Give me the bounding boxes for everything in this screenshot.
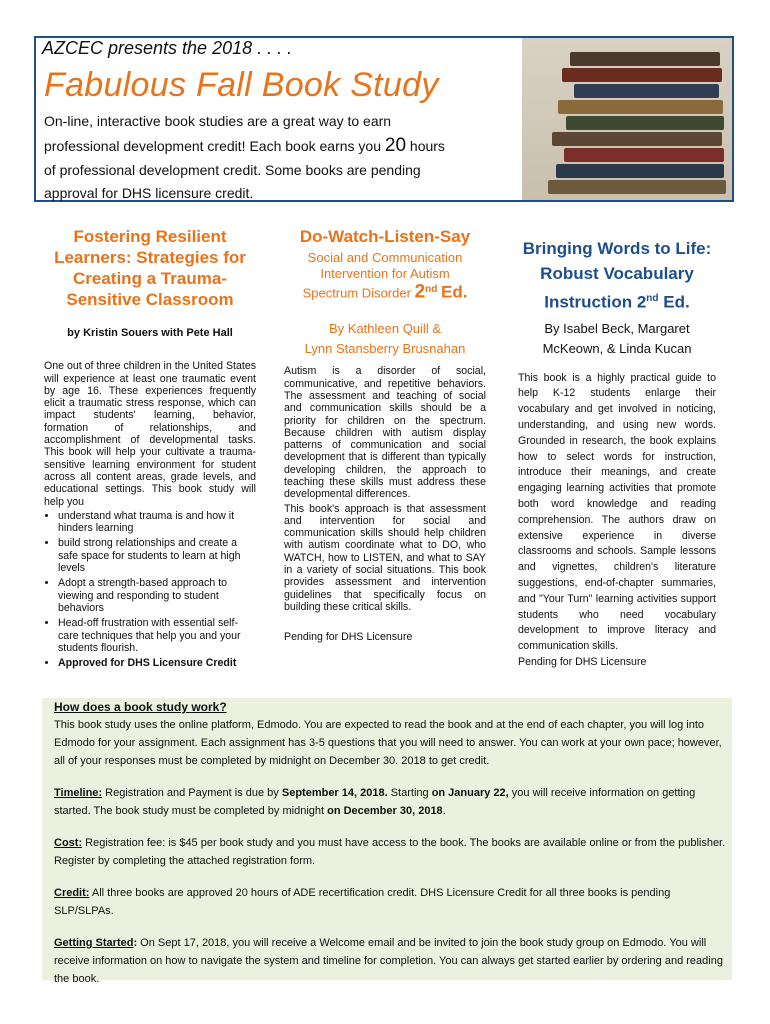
book1-description: One out of three children in the United States will experience at least one traumatic event by age 16. These experiences frequently elicit a traumatic stress response, which can impact students' learning, behavior, formation of relationships, and accomplishment of developmental tasks. This book will help your cultivate a trauma-sensitive learning environment for student across all content areas, grade levels, and educational settings. This book study will help you	[44, 360, 257, 508]
book1-bullet: • Head-off frustration with essential self-care techniques that help you and your students flourish.	[58, 617, 256, 654]
book1-title: Fostering Resilient Learners: Strategies for Creating a Trauma- Sensitive Classroom	[54, 227, 246, 309]
credit-paragraph: Credit: All three books are approved 20 hours of ADE recertification credit. DHS Licensure Credit for all three books is pending SLP/SLPAs.	[54, 887, 671, 917]
book1-approved: • Approved for DHS Licensure Credit	[58, 657, 256, 669]
cost-paragraph: Cost: Registration fee: is $45 per book study and you must have access to the book. The books are available online or from the publisher. Register by completing the attached registration form.	[54, 837, 726, 867]
book2-description-1: Autism is a disorder of social, communicative, and repetitive behaviors. The assessment and teaching of social and communication skills should be a priority for children on the spectrum. Because children with autism display patterns of communication and social development that is different than typically developing children, the approach to teaching these skills must address these developmental differences.	[284, 365, 486, 501]
info-panel	[42, 698, 732, 985]
book3-description: This book is a highly practical guide to help K-12 students enlarge their vocabulary and get involved in noticing, understanding, and using new words. Grounded in research, the book explains how to select words for instruction, introduce their meanings, and create engaging learning activities that promote both word knowledge and reading comprehension. The authors draw on extensive experience in diverse classrooms and schools. Sample lessons and vignettes, children's literature suggestions, end-of-chapter summaries, and "Your Turn" learning activities support students who need vocabulary development to improve literacy and communication skills.	[518, 371, 716, 653]
intro-line-1: On-line, interactive book studies are a great way to earn	[44, 113, 392, 129]
intro-line-3: of professional development credit. Some books are pending	[44, 162, 421, 178]
credit-label: Credit:	[54, 887, 90, 899]
book1-bullet: • build strong relationships and create a safe space for students to learn at high levels	[58, 537, 256, 574]
book-column-3	[518, 236, 716, 671]
book1-bullet: • Adopt a strength-based approach to viewing and responding to student behaviors	[58, 577, 256, 614]
book1-authors: by Kristin Souers with Pete Hall	[67, 327, 233, 339]
intro-line-2	[44, 133, 514, 159]
book2-title: Do-Watch-Listen-Say	[299, 227, 471, 246]
book1-bullet-list	[44, 510, 256, 670]
timeline-paragraph: Timeline: Registration and Payment is due by September 14, 2018. Starting on January 22, you will receive information on getting started. The book study must be completed by midnight on December 30, 2018.	[54, 787, 696, 817]
book3-authors: By Isabel Beck, Margaret McKeown, & Linda Kucan	[542, 320, 692, 356]
how-text: This book study uses the online platform, Edmodo. You are expected to read the book and at the end of each chapter, you will log into Edmodo for your assignment. Each assignment has 3-5 questions that you will need to answer. You can work at your own pace; however, all of your responses must be completed by midnight on December 30. 2018 to get credit.	[54, 719, 722, 767]
getting-started-paragraph: Getting Started: On Sept 17, 2018, you will receive a Welcome email and be invited to join the book study group on Edmodo. You will receive information on how to navigate the system and timeline for completion. You can always get started earlier by ordering and reading the book.	[54, 937, 723, 985]
page-title: Fabulous Fall Book Study	[44, 66, 439, 104]
intro-hours: 20	[384, 135, 407, 156]
timeline-label: Timeline:	[54, 787, 103, 799]
book2-subtitle: Social and Communication Intervention for Autism Spectrum Disorder 2nd Ed.	[302, 250, 468, 303]
how-heading: How does a book study work?	[54, 700, 227, 714]
book3-title: Bringing Words to Life: Robust Vocabulary Instruction 2nd Ed.	[522, 239, 712, 312]
intro-line-2a: professional development credit! Each book earns you	[44, 138, 385, 154]
book2-description-2: This book's approach is that assessment and intervention for social and communication skills should help children with autism coordinate what to DO, who WATCH, how to LISTEN, and what to SAY in a variety of social situations. This book provides assessment and intervention guidelines that specifically focus on building these critical skills.	[284, 502, 486, 613]
intro-line-4: approval for DHS licensure credit.	[44, 185, 254, 201]
book3-pending: Pending for DHS Licensure	[518, 656, 647, 668]
book2-pending: Pending for DHS Licensure	[284, 631, 413, 644]
intro-line-2b: hours	[406, 138, 445, 154]
intro-text	[44, 110, 514, 205]
book-column-1	[44, 226, 256, 672]
book2-authors: By Kathleen Quill & Lynn Stansberry Brusnahan	[304, 321, 466, 357]
kicker-text: AZCEC presents the 2018 . . . .	[42, 38, 293, 58]
book1-bullet: • understand what trauma is and how it hinders learning	[58, 510, 256, 535]
getting-started-label: Getting Started	[54, 937, 134, 949]
book-stack-image	[522, 38, 732, 200]
cost-label: Cost:	[54, 837, 83, 849]
book-column-2	[284, 226, 486, 644]
